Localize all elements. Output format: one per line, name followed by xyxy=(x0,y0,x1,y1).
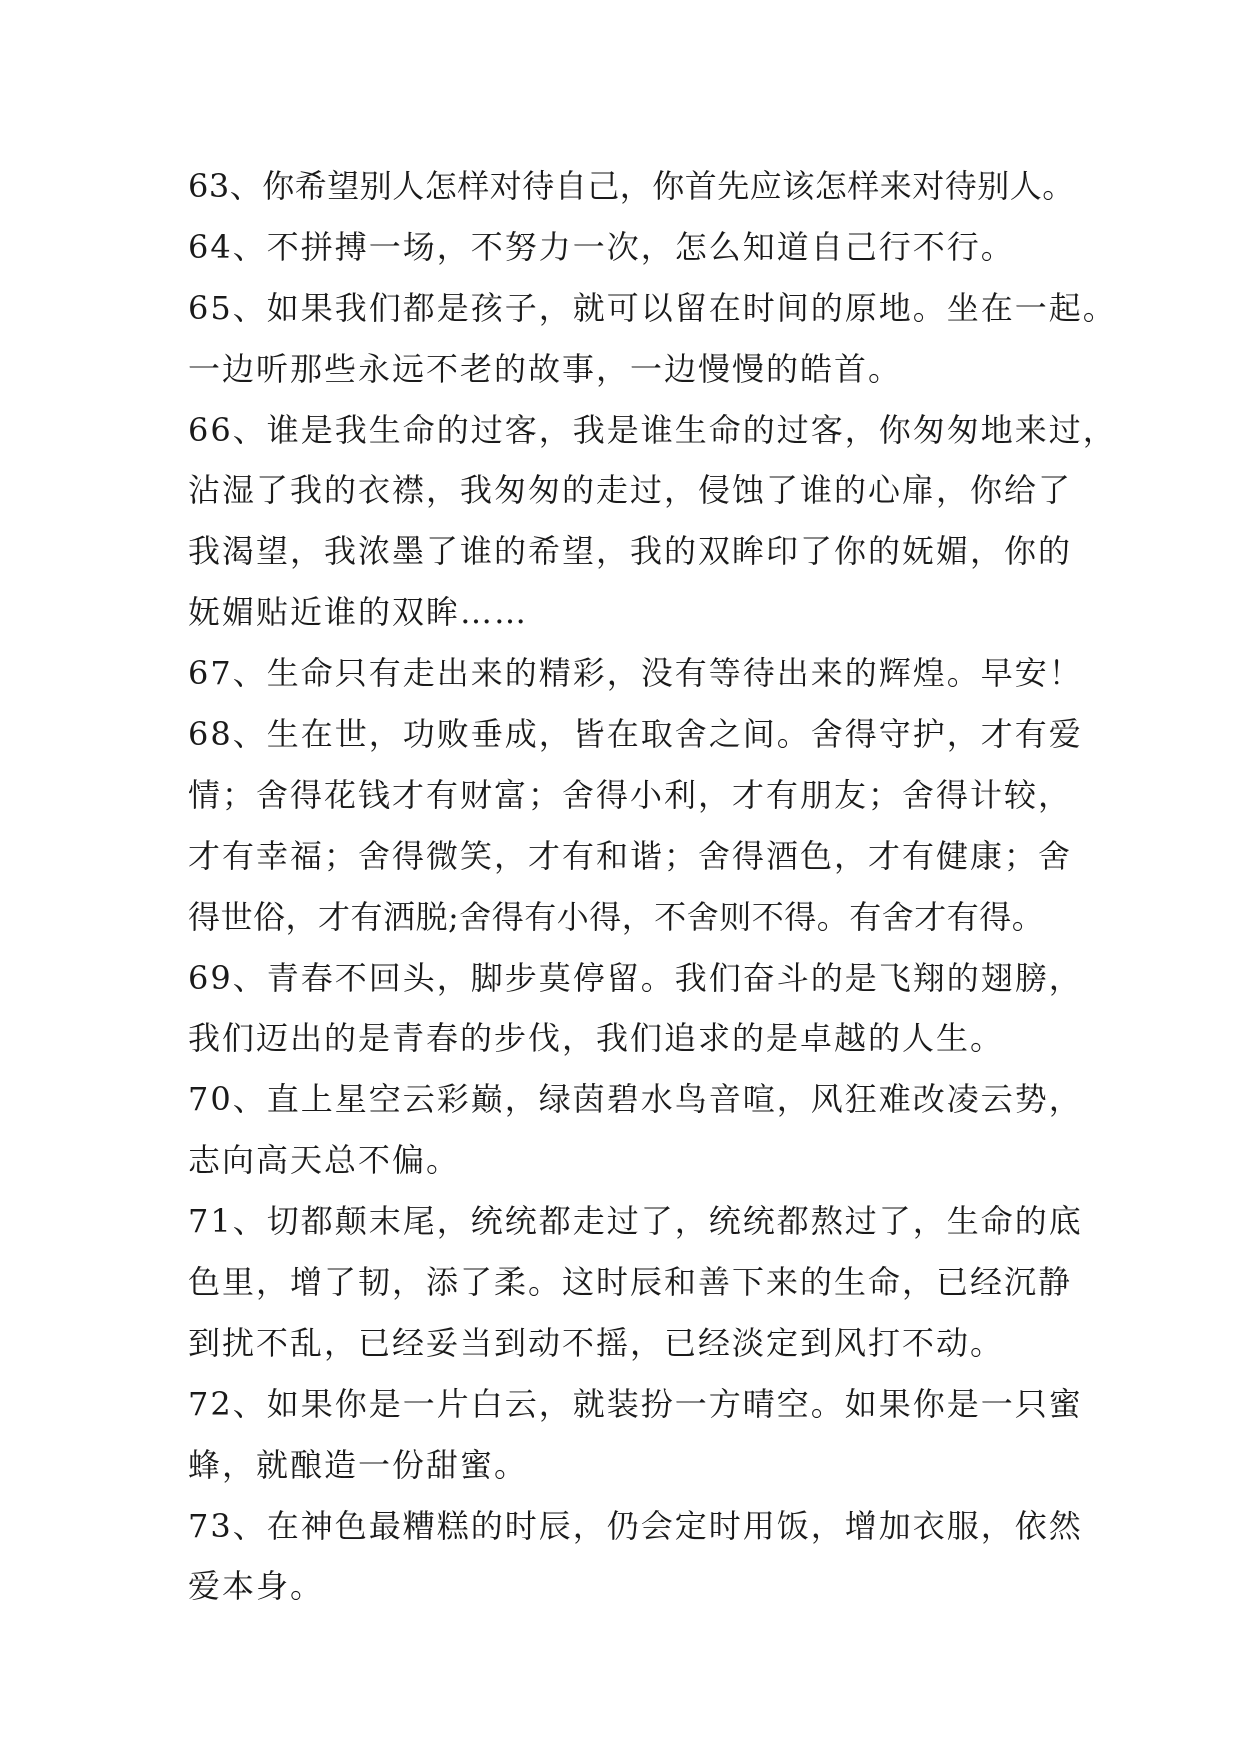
text-line: 一边听那些永远不老的故事，一边慢慢的皓首。 xyxy=(188,349,903,388)
text-line: 63、你希望别人怎样对待自己，你首先应该怎样来对待别人。 xyxy=(188,167,1075,205)
text-line: 69、青春不回头，脚步莫停留。我们奋斗的是飞翔的翅膀， xyxy=(188,958,1083,997)
text-line: 68、生在世，功败垂成，皆在取舍之间。舍得守护，才有爱 xyxy=(188,715,1083,754)
text-line: 沾湿了我的衣襟，我匆匆的走过，侵蚀了谁的心扉，你给了 xyxy=(188,471,1073,510)
text-line: 色里，增了韧，添了柔。这时辰和善下来的生命，已经沉静 xyxy=(188,1263,1073,1302)
text-line: 我渴望，我浓墨了谁的希望，我的双眸印了你的妩媚，你的 xyxy=(188,532,1073,571)
text-line: 66、谁是我生命的过客，我是谁生命的过客，你匆匆地来过， xyxy=(188,410,1117,449)
text-line: 我们迈出的是青春的步伐，我们追求的是卓越的人生。 xyxy=(188,1019,1005,1058)
text-line: 70、直上星空云彩巅，绿茵碧水鸟音喧，风狂难改凌云势， xyxy=(188,1080,1083,1119)
text-line: 73、在神色最糟糕的时辰，仍会定时用饭，增加衣服，依然 xyxy=(188,1506,1083,1545)
document-body xyxy=(188,156,1117,1617)
text-line: 72、如果你是一片白云，就装扮一方晴空。如果你是一只蜜 xyxy=(188,1384,1083,1423)
text-line: 情；舍得花钱才有财富；舍得小利，才有朋友；舍得计较， xyxy=(188,775,1073,814)
text-line: 71、切都颠末尾，统统都走过了，统统都熬过了，生命的底 xyxy=(188,1202,1083,1241)
text-line: 64、不拼搏一场，不努力一次，怎么知道自己行不行。 xyxy=(188,227,1015,266)
text-line: 67、生命只有走出来的精彩，没有等待出来的辉煌。早安！ xyxy=(188,654,1083,693)
text-line: 到扰不乱，已经妥当到动不摇，已经淡定到风打不动。 xyxy=(188,1323,1005,1362)
text-line: 才有幸福；舍得微笑，才有和谐；舍得酒色，才有健康；舍 xyxy=(188,836,1073,875)
text-line: 得世俗，才有洒脱;舍得有小得，不舍则不得。有舍才有得。 xyxy=(188,897,1045,936)
text-line: 蜂，就酿造一份甜蜜。 xyxy=(188,1445,529,1484)
text-line: 65、如果我们都是孩子，就可以留在时间的原地。坐在一起。 xyxy=(188,288,1117,327)
text-line: 志向高天总不偏。 xyxy=(188,1141,461,1180)
text-line: 爱本身。 xyxy=(188,1567,325,1606)
text-line: 妩媚贴近谁的双眸…… xyxy=(188,593,529,632)
